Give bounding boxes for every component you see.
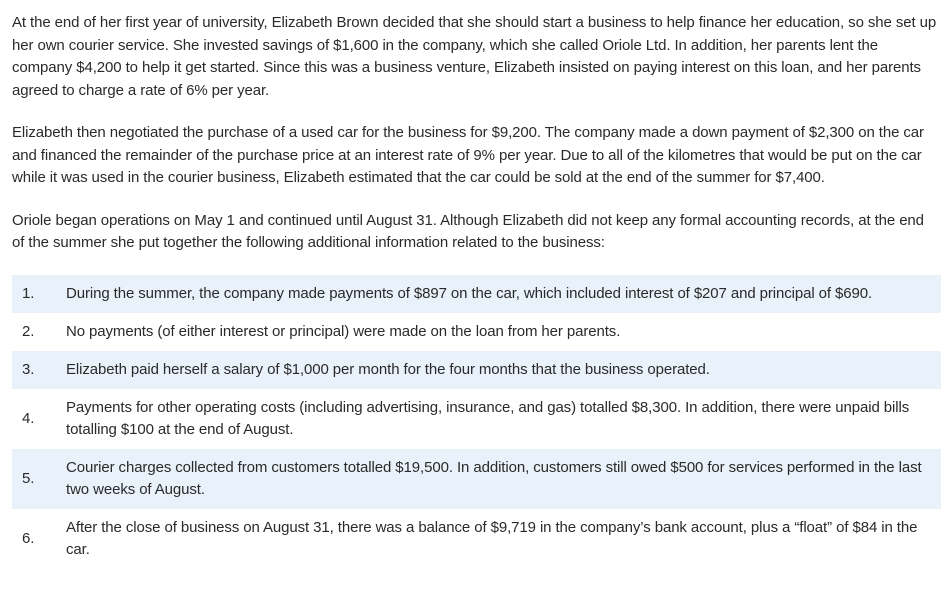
- list-item-number: 2.: [22, 322, 35, 340]
- list-item-text: After the close of business on August 31, there was a balance of $9,719 in the company’s bank account, plus a “float” of $84 in the car.: [66, 518, 918, 558]
- list-item-text: Elizabeth paid herself a salary of $1,000 per month for the four months that the business operated.: [66, 360, 710, 378]
- operations-paragraph: Oriole began operations on May 1 and continued until August 31. Although Elizabeth did not keep any formal accounting records, at the end of the summer she put together the following additional information related to the business:: [12, 211, 924, 251]
- car-purchase-paragraph: Elizabeth then negotiated the purchase of a used car for the business for $9,200. The company made a down payment of $2,300 on the car and financed the remainder of the purchase price at an interest rate of 9% per year. Due to all of the kilometres that would be put on the car while it was used in the courier business, Elizabeth estimated that the car could be sold at the end of the summer for $7,400.: [12, 124, 924, 186]
- list-item-text: Courier charges collected from customers totalled $19,500. In addition, customers still owed $500 for services performed in the last two weeks of August.: [66, 458, 922, 498]
- additional-info-list: [12, 275, 941, 569]
- list-item: [12, 275, 941, 313]
- list-item-number: 4.: [22, 409, 35, 427]
- list-item-number: 1.: [22, 284, 35, 302]
- list-item: [12, 509, 941, 569]
- list-item-text: During the summer, the company made payments of $897 on the car, which included interest of $207 and principal of $690.: [66, 284, 873, 302]
- list-item-number: 6.: [22, 529, 35, 547]
- list-item: [12, 313, 941, 351]
- list-item: [12, 389, 941, 449]
- list-item: [12, 449, 941, 509]
- intro-paragraph: At the end of her first year of university, Elizabeth Brown decided that she should start a business to help finance her education, so she set up her own courier service. She invested savings of $1,600 in the company, which she called Oriole Ltd. In addition, her parents lent the company $4,200 to help it get started. Since this was a business venture, Elizabeth insisted on paying interest on this loan, and her parents agreed to charge a rate of 6% per year.: [12, 14, 937, 99]
- list-item-number: 3.: [22, 360, 35, 378]
- list-item-text: Payments for other operating costs (including advertising, insurance, and gas) totalled $8,300. In addition, there were unpaid bills totalling $100 at the end of August.: [66, 398, 910, 438]
- list-item-text: No payments (of either interest or principal) were made on the loan from her parents.: [66, 322, 621, 340]
- list-item-number: 5.: [22, 469, 35, 487]
- list-item: [12, 351, 941, 389]
